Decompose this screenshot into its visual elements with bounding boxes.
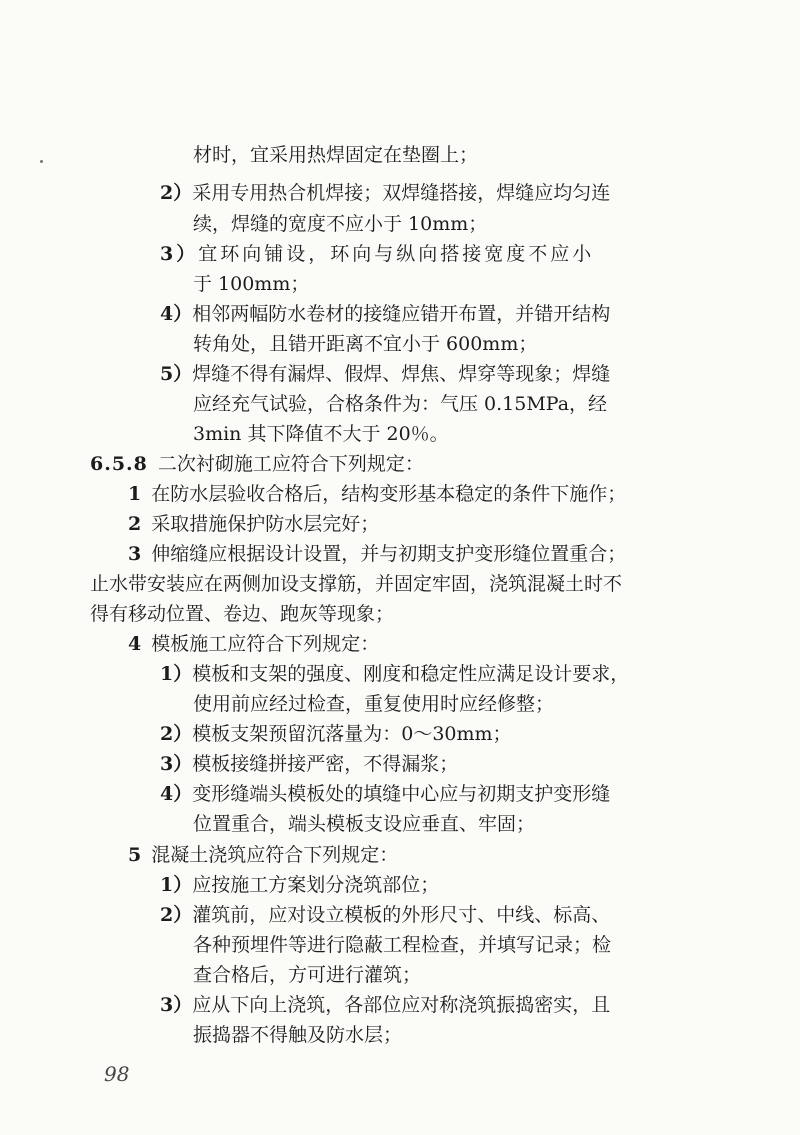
list-item: 4 模板施工应符合下列规定： [128,633,380,655]
text-line: 位置重合，端头模板支设应垂直、牢固； [193,813,536,835]
text-line: 各种预埋件等进行隐蔽工程检查，并填写记录；检 [193,934,612,956]
list-item: 3）模板接缝拼接严密，不得漏浆； [160,753,459,775]
text-line: 振捣器不得触及防水层； [193,1024,403,1046]
text-line: 止水带安装应在两侧加设支撑筋，并固定牢固，浇筑混凝土时不 [90,573,623,595]
list-item: 4）变形缝端头模板处的填缝中心应与初期支护变形缝 [160,783,611,805]
list-item: 2）采用专用热合机焊接；双焊缝搭接，焊缝应均匀连 [160,182,611,204]
text-line: 于 100mm； [193,273,310,295]
list-item: 4）相邻两幅防水卷材的接缝应错开布置，并错开结构 [160,303,611,325]
text-line: 3min 其下降值不大于 20％。 [193,423,449,445]
text-line: 应经充气试验，合格条件为：气压 0.15MPa，经 [193,393,608,415]
list-item: 3）宜环向铺设，环向与纵向搭接宽度不应小 [160,243,595,265]
scan-speck [40,160,43,163]
page-number: 98 [104,1062,130,1086]
text-line: 查合格后，方可进行灌筑； [193,964,422,986]
text-line: 续，焊缝的宽度不应小于 10mm； [193,213,488,235]
list-item: 5）焊缝不得有漏焊、假焊、焊焦、焊穿等现象；焊缝 [160,363,611,385]
list-item: 2）模板支架预留沉落量为：0～30mm； [160,723,512,745]
text-line: 材时，宜采用热焊固定在垫圈上； [193,144,479,166]
list-item: 1）应按施工方案划分浇筑部位； [160,874,440,896]
list-item: 5 混凝土浇筑应符合下列规定： [128,844,399,866]
text-line: 得有移动位置、卷边、跑灰等现象； [90,603,395,625]
list-item: 1）模板和支架的强度、刚度和稳定性应满足设计要求， [160,663,630,685]
list-item: 2 采取措施保护防水层完好； [128,513,380,535]
text-line: 使用前应经过检查，重复使用时应经修整； [193,693,555,715]
text-line: 转角处，且错开距离不宜小于 600mm； [193,333,538,355]
list-item: 3）应从下向上浇筑，各部位应对称浇筑振捣密实，且 [160,994,611,1016]
list-item: 3 伸缩缝应根据设计设置，并与初期支护变形缝位置重合； [128,543,627,565]
section-heading: 6.5.8 二次衬砌施工应符合下列规定： [90,453,424,475]
list-item: 2）灌筑前，应对设立模板的外形尺寸、中线、标高、 [160,904,611,926]
list-item: 1 在防水层验收合格后，结构变形基本稳定的条件下施作； [128,483,627,505]
